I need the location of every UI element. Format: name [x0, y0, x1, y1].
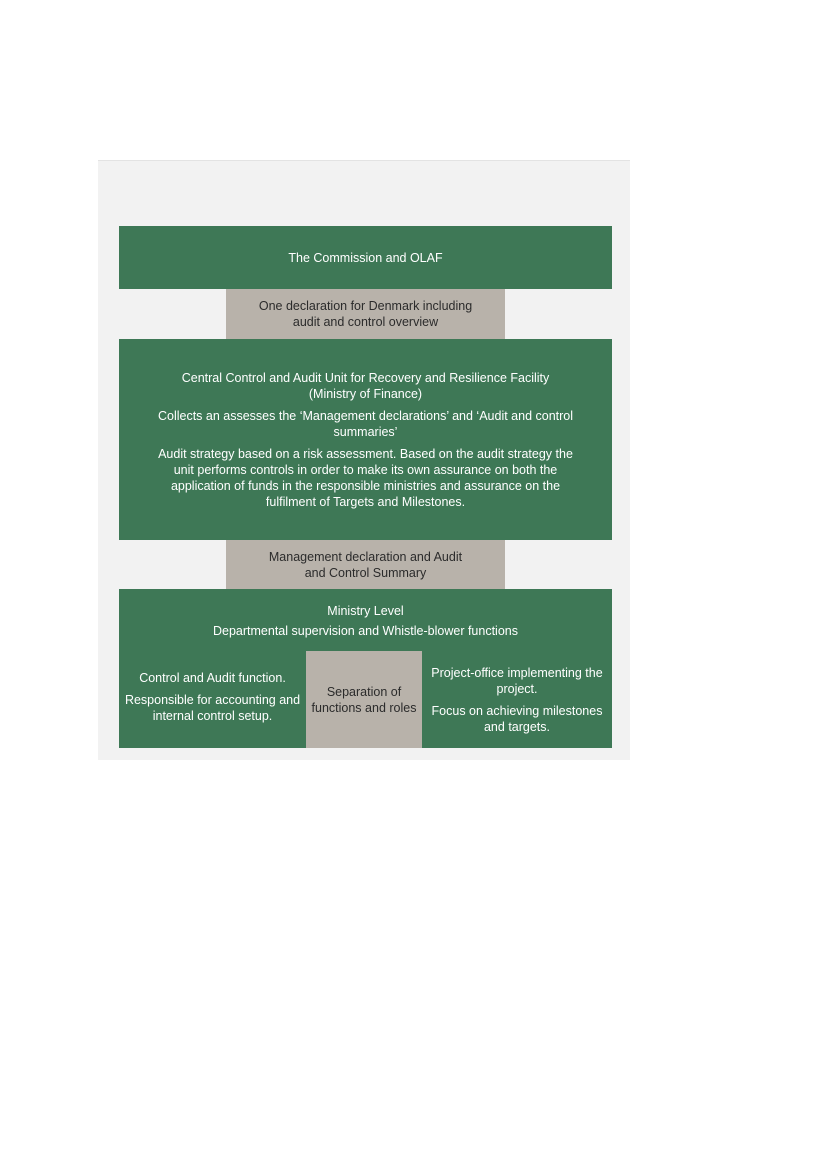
- management-declaration-box: [226, 540, 505, 589]
- control-audit-line1: Control and Audit function.: [139, 670, 286, 685]
- denmark-declaration-line1: One declaration for Denmark including: [258, 299, 473, 313]
- ministry-subtitle: Departmental supervision and Whistle-blower functions: [212, 624, 518, 638]
- denmark-declaration-box: [226, 289, 505, 339]
- commission-olaf-text: The Commission and OLAF: [288, 250, 443, 265]
- project-office-box: [422, 651, 612, 748]
- separation-text: Separation of functions and roles: [311, 684, 417, 715]
- denmark-declaration-line2: audit and control overview: [292, 315, 439, 329]
- commission-olaf-box: [119, 226, 612, 289]
- project-office-line1: Project-office implementing the project.: [431, 666, 603, 696]
- central-strategy-text: Audit strategy based on a risk assessment. Based on the audit strategy the unit performs controls in order to make its own assurance on both the application of funds in the responsible ministries and assurance on the fulfilment of Targets and Milestones.: [158, 446, 573, 509]
- ministry-title: Ministry Level: [327, 604, 404, 618]
- central-title-line2: (Ministry of Finance): [308, 386, 423, 401]
- central-title-line1: Central Control and Audit Unit for Recovery and Resilience Facility: [181, 370, 550, 385]
- central-control-audit-box: [119, 339, 612, 540]
- control-audit-line2: Responsible for accounting and internal control setup.: [124, 692, 301, 723]
- ministry-level-box: [119, 589, 612, 748]
- management-declaration-line2: and Control Summary: [304, 565, 427, 580]
- management-declaration-line1: Management declaration and Audit: [268, 549, 463, 564]
- control-audit-function-box: [119, 651, 306, 748]
- separation-of-functions-box: [306, 651, 422, 748]
- central-collects-text: Collects an assesses the ‘Management declarations’ and ‘Audit and control summaries’: [157, 408, 574, 439]
- ministry-header: [119, 603, 612, 643]
- project-office-line2: Focus on achieving milestones and targets.: [431, 704, 603, 734]
